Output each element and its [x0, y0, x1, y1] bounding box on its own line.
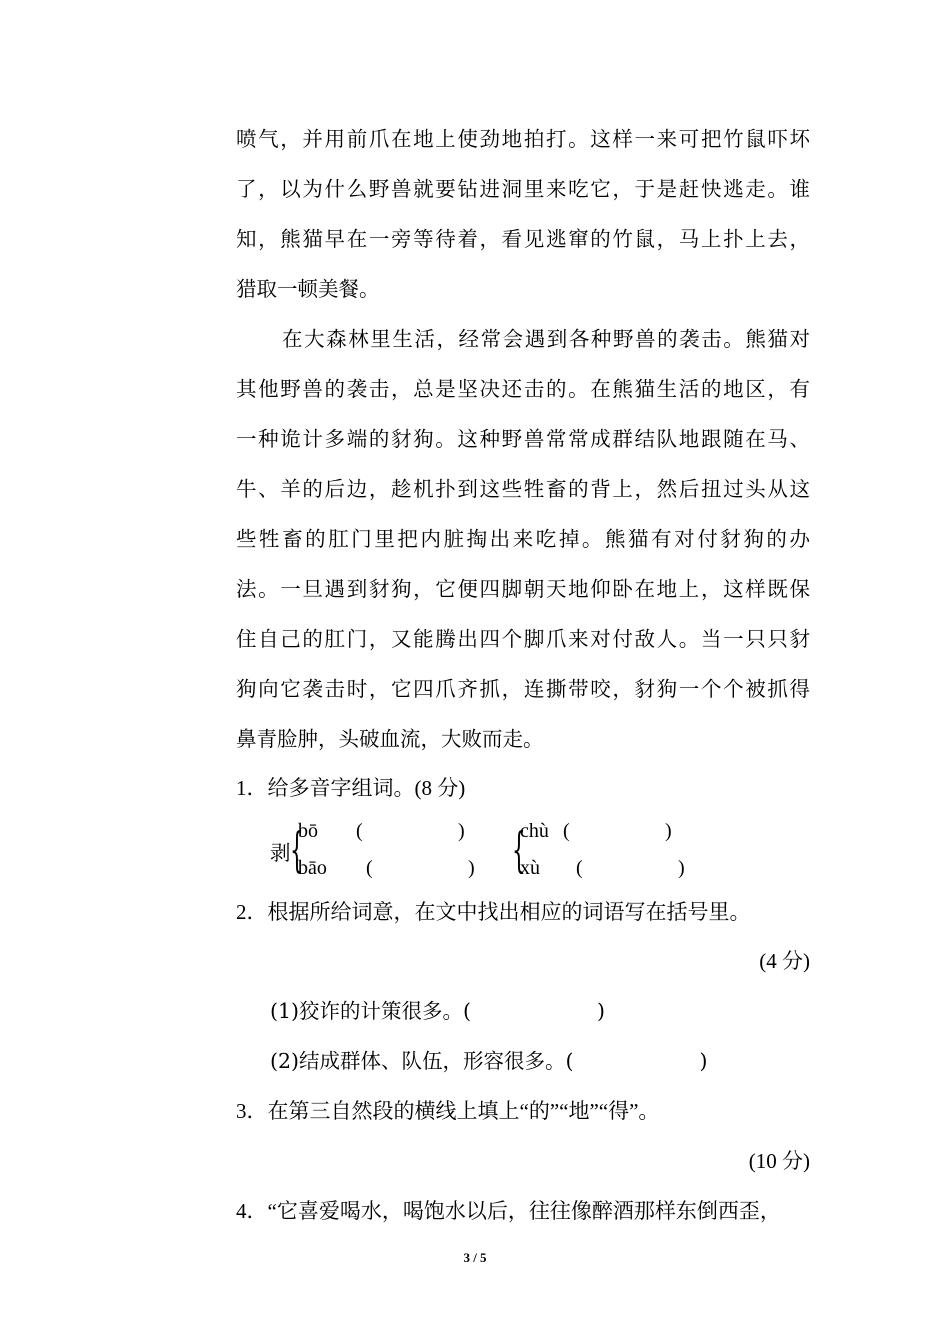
- pinyin-reading: chù: [520, 820, 549, 842]
- paragraph-line: 牛、羊的后边，趁机扑到这些牲畜的背上，然后扭过头从这: [236, 477, 810, 501]
- paragraph-line: 了，以为什么野兽就要钻进洞里来吃它，于是赶快逃走。谁: [236, 177, 810, 201]
- paragraph-line: 鼻青脸肿，头破血流，大败而走。: [236, 727, 544, 751]
- answer-paren-close: ): [665, 820, 672, 842]
- answer-paren-close: ): [597, 999, 606, 1023]
- paragraph-line: 一种诡计多端的豺狗。这种野兽常常成群结队地跟随在马、: [236, 427, 810, 451]
- polyphone-char: 剥: [270, 841, 291, 865]
- paragraph-line: 在大森林里生活，经常会遇到各种野兽的袭击。熊猫对: [282, 327, 810, 351]
- answer-paren-close: ): [458, 820, 465, 842]
- page-number: 3 / 5: [463, 1250, 487, 1265]
- question-score: (10 分): [748, 1149, 810, 1173]
- pinyin-reading: xù: [520, 857, 540, 879]
- answer-paren-close: ): [699, 1049, 708, 1073]
- pinyin-reading: bāo: [298, 857, 327, 879]
- question-2-item-1: [270, 996, 810, 1026]
- left-brace: {: [290, 822, 304, 878]
- paragraph-line: 猎取一顿美餐。: [236, 277, 380, 301]
- paragraph-line: 些牲畜的肛门里把内脏掏出来吃掉。熊猫有对付豺狗的办: [236, 527, 810, 551]
- answer-paren-open: (: [576, 857, 583, 879]
- answer-paren-open: (: [366, 857, 373, 879]
- question-3: 3．在第三自然段的横线上填上“的”“地”“得”。: [236, 1099, 660, 1123]
- question-1: 1．给多音字组词。(8 分): [236, 776, 466, 800]
- left-brace: {: [512, 822, 526, 878]
- question-score: (4 分): [759, 949, 810, 973]
- paragraph-line: 喷气，并用前爪在地上使劲地拍打。这样一来可把竹鼠吓坏: [236, 127, 810, 151]
- question-2-item-2: [270, 1046, 810, 1076]
- paragraph-line: 知，熊猫早在一旁等待着，看见逃窜的竹鼠，马上扑上去，: [236, 227, 810, 251]
- answer-paren-close: ): [468, 857, 475, 879]
- answer-paren-open: (: [356, 820, 363, 842]
- paragraph-line: 其他野兽的袭击，总是坚决还击的。在熊猫生活的地区，有: [236, 377, 810, 401]
- paragraph-line: 法。一旦遇到豺狗，它便四脚朝天地仰卧在地上，这样既保: [236, 577, 810, 601]
- answer-paren-close: ): [678, 857, 685, 879]
- question-4: 4．“它喜爱喝水，喝饱水以后，往往像醉酒那样东倒西歪，: [236, 1199, 781, 1223]
- paragraph-line: 狗向它袭击时，它四爪齐抓，连撕带咬，豺狗一个个被抓得: [236, 677, 810, 701]
- item-text: (2)结成群体、队伍，形容很多。(: [270, 1049, 574, 1073]
- pinyin-reading: bō: [298, 820, 318, 842]
- paragraph-line: 住自己的肛门，又能腾出四个脚爪来对付敌人。当一只只豺: [236, 627, 810, 651]
- answer-paren-open: (: [563, 820, 570, 842]
- item-text: (1)狡诈的计策很多。(: [270, 999, 472, 1023]
- question-2: 2．根据所给词意，在文中找出相应的词语写在括号里。: [236, 900, 751, 924]
